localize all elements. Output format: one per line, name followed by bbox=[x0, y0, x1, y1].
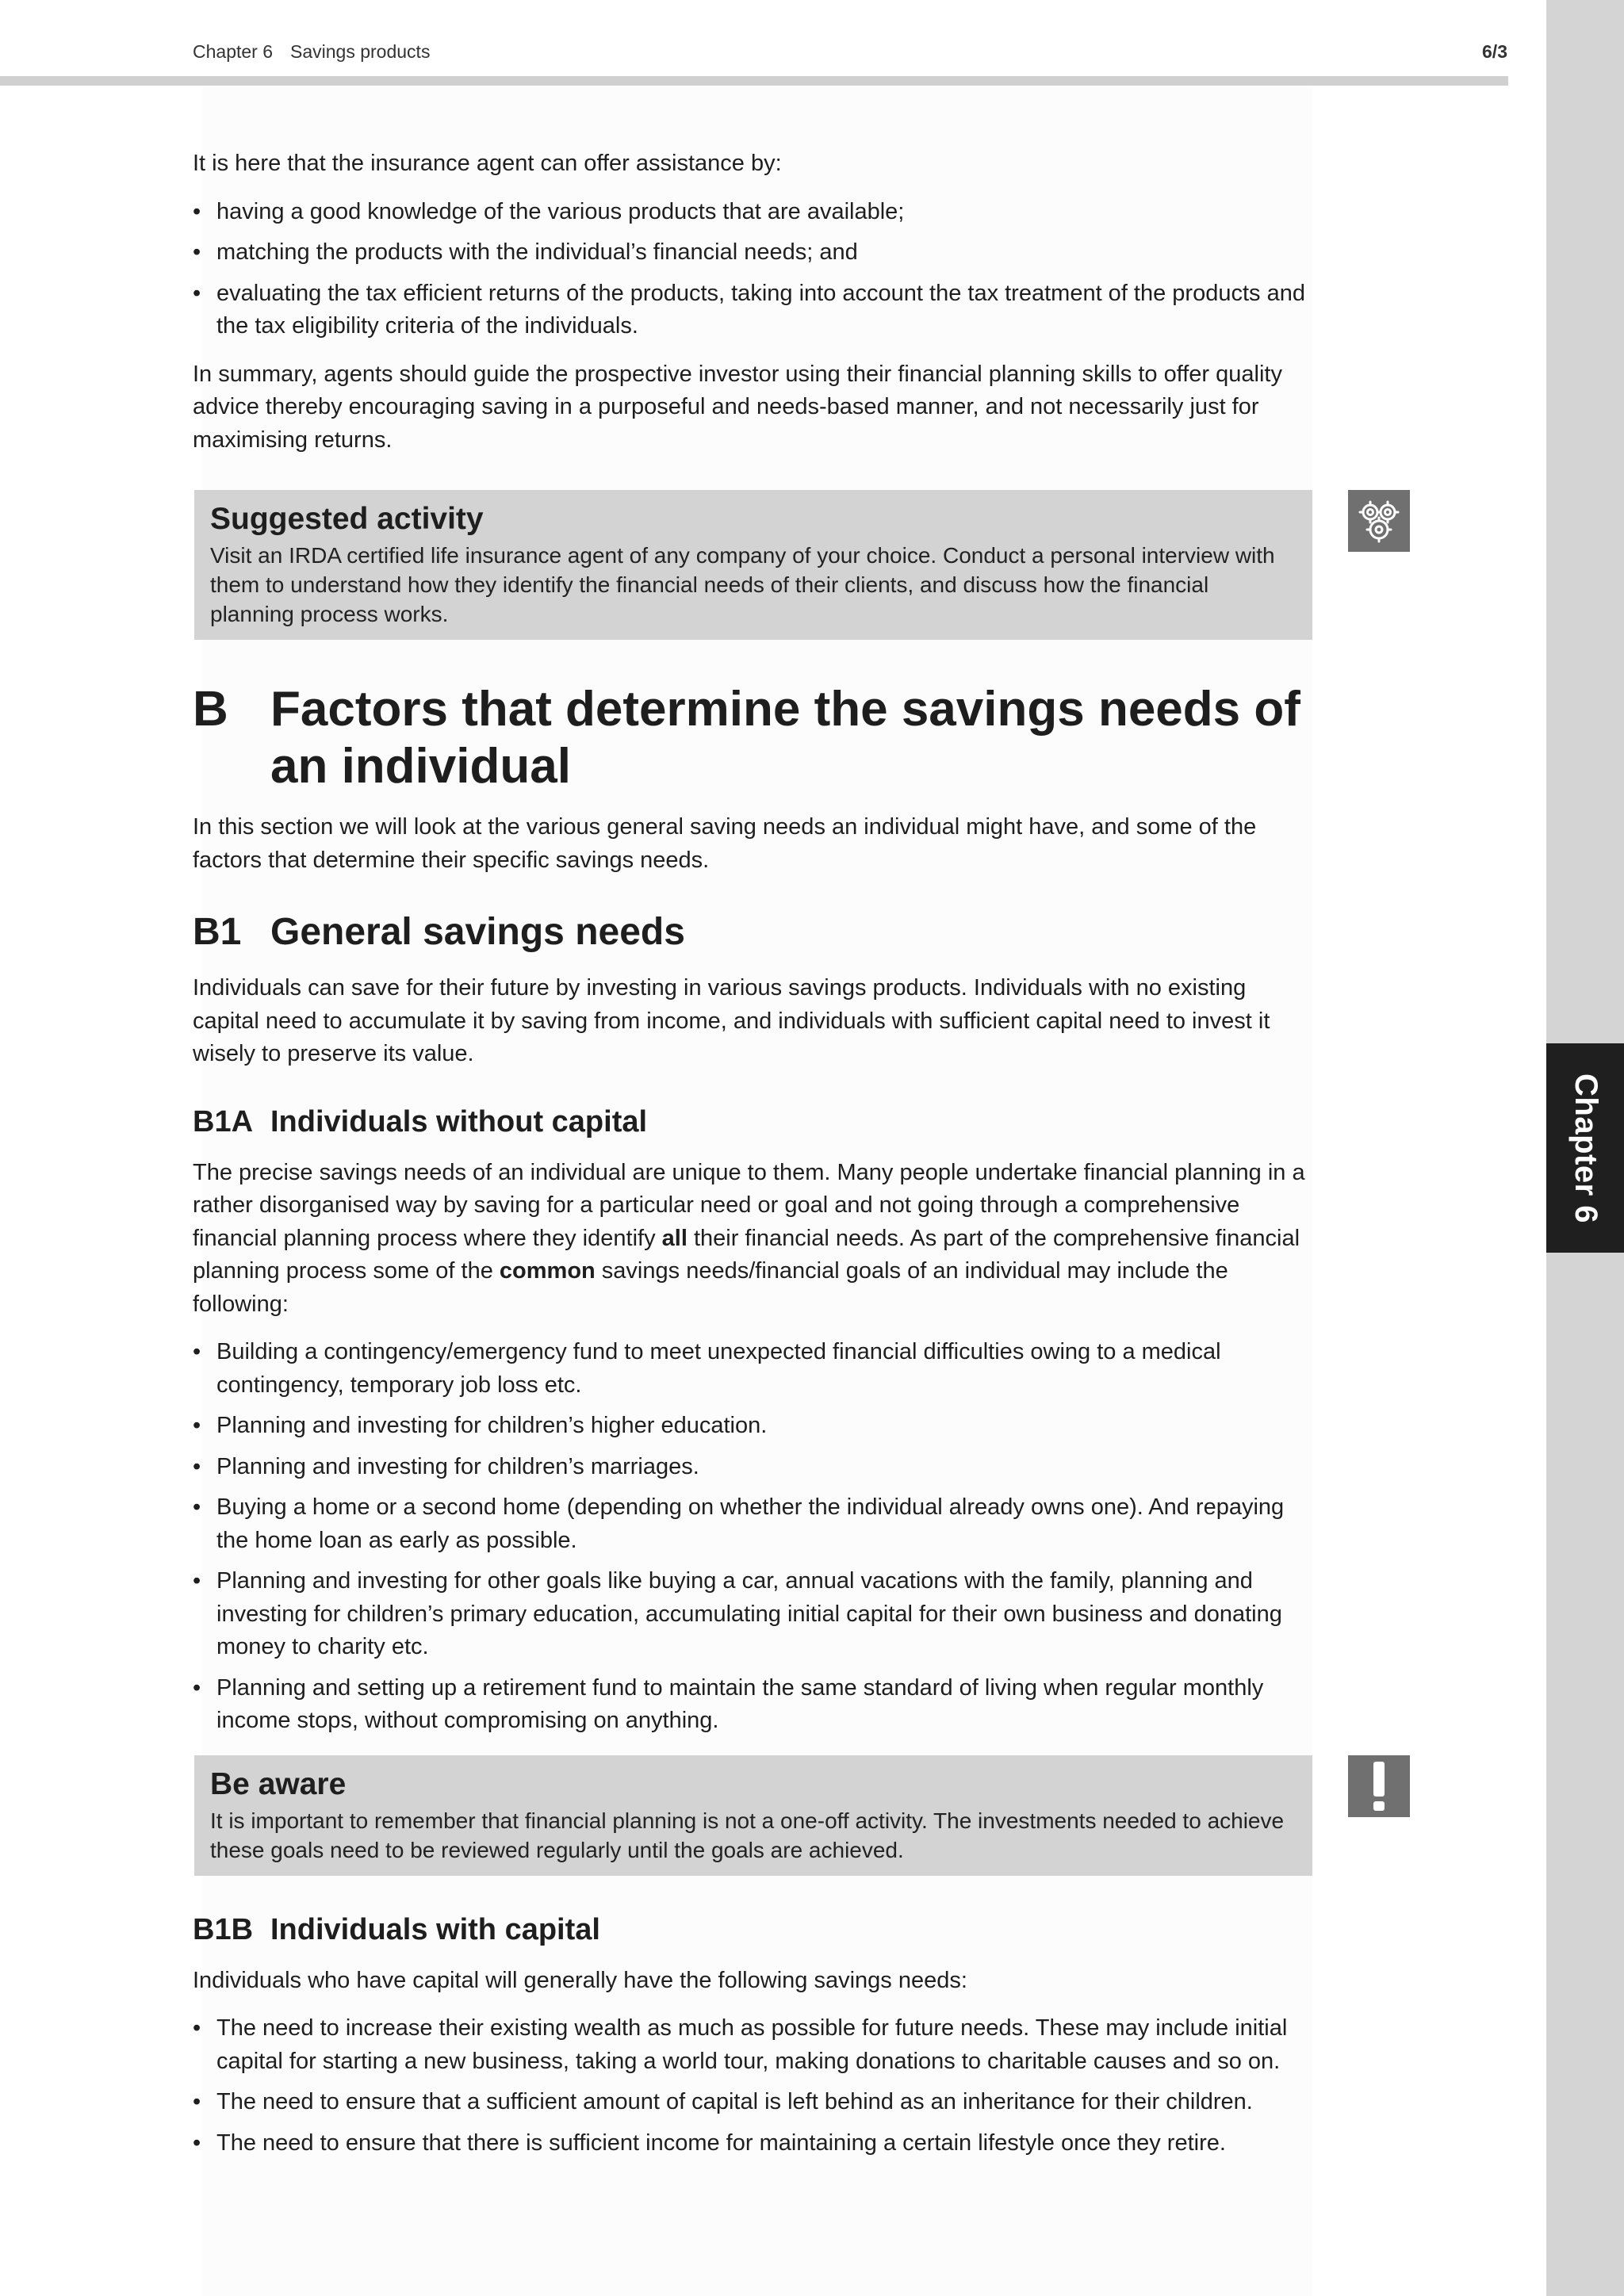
header-chapter-title: Savings products bbox=[290, 41, 431, 62]
b1a-text-1: The precise savings needs of an individual are unique to them. Many people undertake financial planning in a rather disorganised way by saving for a particular need or goal and not going through a comprehensive financial planning process where they identify bbox=[193, 1159, 1305, 1251]
list-item: • Planning and investing for children’s higher education. bbox=[193, 1410, 1311, 1443]
section-b1b-title: Individuals with capital bbox=[270, 1912, 600, 1946]
section-b1a-number: B1A bbox=[193, 1104, 254, 1138]
section-b-title: Factors that determine the savings needs of an individual bbox=[270, 682, 1300, 794]
section-b1a-heading bbox=[193, 1103, 1311, 1141]
section-b1-number: B1 bbox=[193, 911, 242, 953]
page-body bbox=[193, 147, 1311, 2175]
chapter-tab-label: Chapter 6 bbox=[1568, 1073, 1603, 1223]
be-aware-title: Be aware bbox=[210, 1766, 347, 1801]
section-b1-title: General savings needs bbox=[270, 911, 685, 953]
list-item: • Buying a home or a second home (depending on whether the individual already owns one). And repaying the home loan as early as possible. bbox=[193, 1491, 1311, 1557]
be-aware-text: It is important to remember that financial planning is not a one-off activity. The investments needed to achieve these goals need to be reviewed regularly until the goals are achieved. bbox=[210, 1808, 1285, 1862]
intro-summary: In summary, agents should guide the prospective investor using their financial planning skills to offer quality advice thereby encouraging saving in a purposeful and needs-based manner, and not necessarily just for maximising returns. bbox=[193, 361, 1282, 453]
intro-bullets bbox=[193, 196, 1311, 343]
b1a-bold-all: all bbox=[661, 1225, 688, 1251]
header-chapter-number: Chapter 6 bbox=[193, 41, 274, 62]
header-chapter bbox=[193, 41, 447, 63]
b1b-bullets bbox=[193, 2012, 1311, 2160]
intro-lead: It is here that the insurance agent can offer assistance by: bbox=[193, 151, 782, 176]
b1a-bullets bbox=[193, 1336, 1311, 1738]
list-item: • Planning and investing for children’s marriages. bbox=[193, 1451, 1311, 1484]
gears-icon bbox=[1348, 490, 1410, 552]
list-item: • The need to increase their existing wealth as much as possible for future needs. These may include initial capital for starting a new business, taking a world tour, making donations to charitable causes and so on. bbox=[193, 2012, 1311, 2078]
list-item: • Planning and setting up a retirement fund to maintain the same standard of living when regular monthly income stops, without compromising on anything. bbox=[193, 1672, 1311, 1738]
section-b-intro: In this section we will look at the various general saving needs an individual might have, and some of the factors that determine their specific savings needs. bbox=[193, 814, 1257, 873]
suggested-activity-box bbox=[194, 490, 1312, 640]
chapter-tab bbox=[1546, 1043, 1624, 1253]
section-b1-text: Individuals can save for their future by investing in various savings products. Individuals with no existing capital need to accumulate it by saving from income, and individuals with sufficient capital need to invest it wisely to preserve its value. bbox=[193, 975, 1270, 1066]
section-b1b-number: B1B bbox=[193, 1912, 254, 1946]
section-b1-heading bbox=[193, 909, 1311, 956]
list-item: • evaluating the tax efficient returns of the products, taking into account the tax treatment of the products and the tax eligibility criteria of the individuals. bbox=[193, 277, 1311, 343]
list-item: • Planning and investing for other goals like buying a car, annual vacations with the family, planning and investing for children’s primary education, accumulating initial capital for their own business and donating money to charity etc. bbox=[193, 1565, 1311, 1664]
be-aware-box bbox=[194, 1755, 1312, 1876]
header-rule bbox=[0, 76, 1508, 86]
list-item: • having a good knowledge of the various products that are available; bbox=[193, 196, 1311, 229]
section-b1a-title: Individuals without capital bbox=[270, 1104, 648, 1138]
section-b-number: B bbox=[193, 682, 228, 737]
running-header bbox=[193, 41, 1507, 67]
b1a-text-3: savings needs/financial goals of an individual may include the following: bbox=[193, 1258, 1228, 1317]
exclamation-icon bbox=[1348, 1755, 1410, 1817]
section-b1b-heading bbox=[193, 1911, 1311, 1949]
list-item: • The need to ensure that a sufficient amount of capital is left behind as an inheritance for their children. bbox=[193, 2086, 1311, 2119]
section-b1a-paragraph bbox=[193, 1157, 1311, 1322]
page-number: 6/3 bbox=[1482, 41, 1507, 62]
list-item: • matching the products with the individual’s financial needs; and bbox=[193, 236, 1311, 270]
suggested-activity-title: Suggested activity bbox=[210, 502, 484, 536]
list-item: • Building a contingency/emergency fund to meet unexpected financial difficulties owing to a medical contingency, temporary job loss etc. bbox=[193, 1336, 1311, 1402]
b1a-text-2: their financial needs. As part of the comprehensive financial planning process some of the bbox=[193, 1225, 1300, 1284]
b1a-bold-common: common bbox=[499, 1258, 596, 1284]
list-item: • The need to ensure that there is sufficient income for maintaining a certain lifestyle once they retire. bbox=[193, 2127, 1311, 2160]
section-b-heading bbox=[193, 681, 1311, 795]
section-b1b-lead: Individuals who have capital will generally have the following savings needs: bbox=[193, 1967, 967, 1993]
suggested-activity-text: Visit an IRDA certified life insurance agent of any company of your choice. Conduct a personal interview with them to understand how they identify the financial needs of their clients, and discuss how the financial planning process works. bbox=[210, 543, 1275, 626]
